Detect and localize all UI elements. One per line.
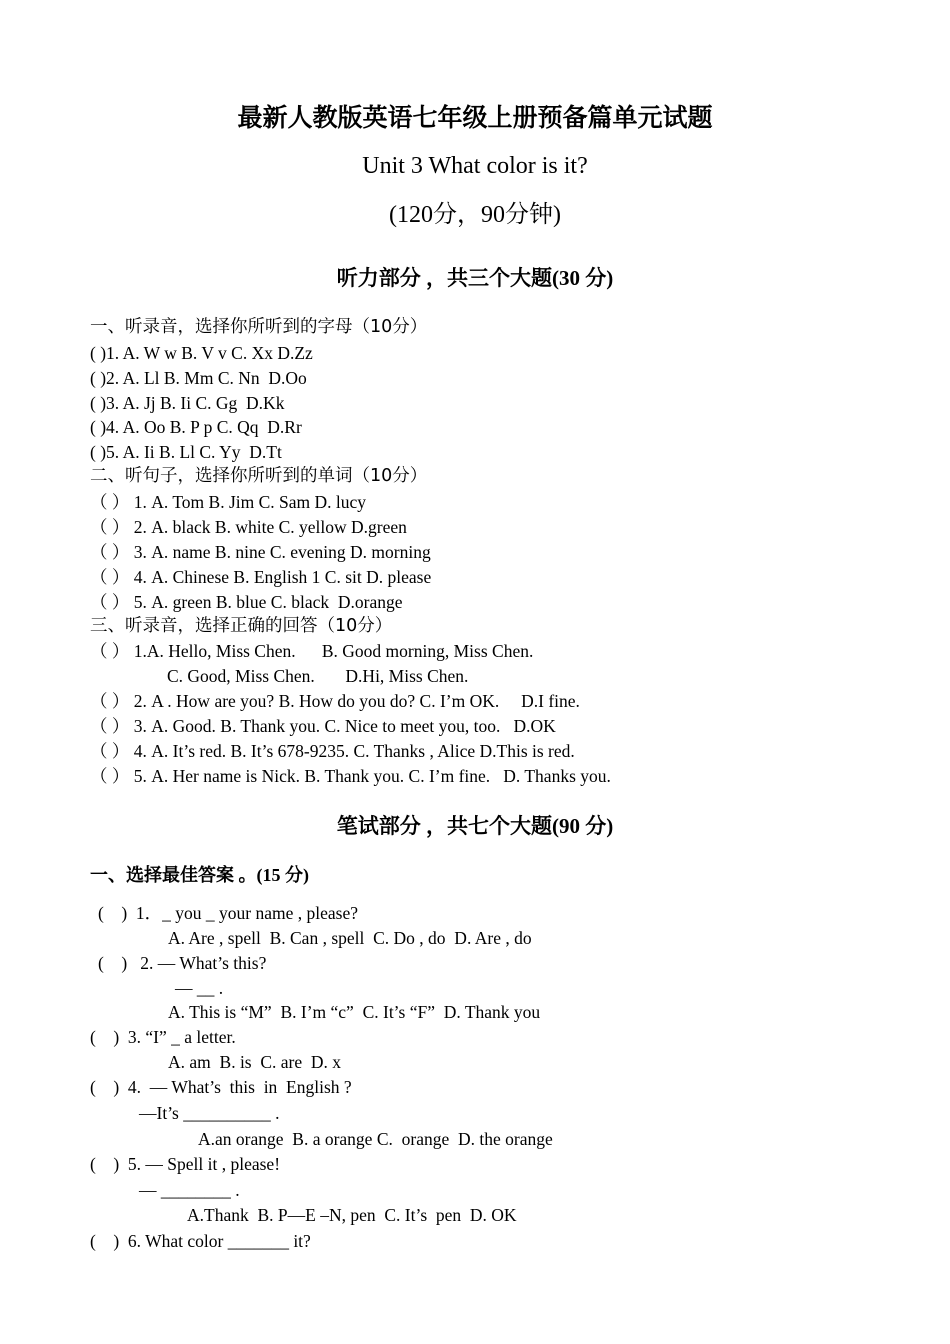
- option-line: A. Are , spell B. Can , spell C. Do , do D. Are , do: [168, 928, 532, 948]
- list-item: C. Good, Miss Chen. D.Hi, Miss Chen.: [167, 666, 469, 686]
- answer-line: — ________ .: [139, 1180, 240, 1200]
- list-item: ( )1. A. W w B. V v C. Xx D.Zz: [90, 343, 313, 363]
- list-item: （ ） 3. A. Good. B. Thank you. C. Nice to meet you, too. D.OK: [90, 716, 556, 736]
- option-line: A. am B. is C. are D. x: [168, 1052, 342, 1072]
- list-item: ( )3. A. Jj B. Ii C. Gg D.Kk: [90, 393, 285, 413]
- question-line: ( ) 5. — Spell it , please!: [90, 1154, 281, 1174]
- page-title: 最新人教版英语七年级上册预备篇单元试题: [237, 103, 713, 132]
- list-item: （ ） 2. A . How are you? B. How do you do? C. I’m OK. D.I fine.: [90, 691, 580, 711]
- question-line: ( ) 1．_ you _ your name , please?: [98, 903, 358, 923]
- option-line: A.Thank B. P—E –N, pen C. It’s pen D. OK: [187, 1205, 517, 1225]
- option-line: A.an orange B. a orange C. orange D. the orange: [198, 1129, 553, 1149]
- answer-line: — __ .: [175, 978, 224, 998]
- option-line: A. This is “M” B. I’m “c” C. It’s “F” D. Thank you: [168, 1002, 541, 1022]
- list-item: （ ） 1. A. Tom B. Jim C. Sam D. lucy: [90, 492, 367, 512]
- answer-line: —It’s __________ .: [139, 1103, 280, 1123]
- question-line: ( ) 3. “I” _ a letter.: [90, 1027, 236, 1047]
- list-item: （ ） 4. A. It’s red. B. It’s 678-9235. C. Thanks , Alice D.This is red.: [90, 741, 575, 761]
- score-time-info: (120分，90分钟): [389, 202, 561, 228]
- list-item: （ ） 3. A. name B. nine C. evening D. morning: [90, 542, 431, 562]
- list-item: ( )2. A. Ll B. Mm C. Nn D.Oo: [90, 368, 307, 388]
- listening-section-2-title: 二、听句子，选择你所听到的单词（10分）: [90, 466, 428, 486]
- written-part-heading: 笔试部分 ，共七个大题(90 分): [336, 814, 614, 838]
- list-item: （ ） 1.A. Hello, Miss Chen. B. Good morning, Miss Chen.: [90, 641, 534, 661]
- written-section-1-title: 一、选择最佳答案 。(15 分): [90, 865, 309, 885]
- list-item: （ ） 5. A. green B. blue C. black D.orange: [90, 592, 403, 612]
- unit-subtitle: Unit 3 What color is it?: [362, 153, 588, 179]
- list-item: ( )4. A. Oo B. P p C. Qq D.Rr: [90, 417, 302, 437]
- listening-section-3-title: 三、听录音，选择正确的回答（10分）: [90, 616, 393, 636]
- list-item: （ ） 2. A. black B. white C. yellow D.green: [90, 517, 407, 537]
- listening-part-heading: 听力部分 ，共三个大题(30 分): [336, 266, 614, 290]
- list-item: （ ） 4. A. Chinese B. English 1 C. sit D. please: [90, 567, 432, 587]
- question-line: ( ) 2. — What’s this?: [98, 953, 267, 973]
- list-item: ( )5. A. Ii B. Ll C. Yy D.Tt: [90, 442, 282, 462]
- question-line: ( ) 4. — What’s this in English ?: [90, 1077, 352, 1097]
- question-line: ( ) 6. What color _______ it?: [90, 1231, 311, 1251]
- listening-section-1-title: 一、听录音，选择你所听到的字母（10分）: [90, 317, 428, 337]
- list-item: （ ） 5. A. Her name is Nick. B. Thank you. C. I’m fine. D. Thanks you.: [90, 766, 611, 786]
